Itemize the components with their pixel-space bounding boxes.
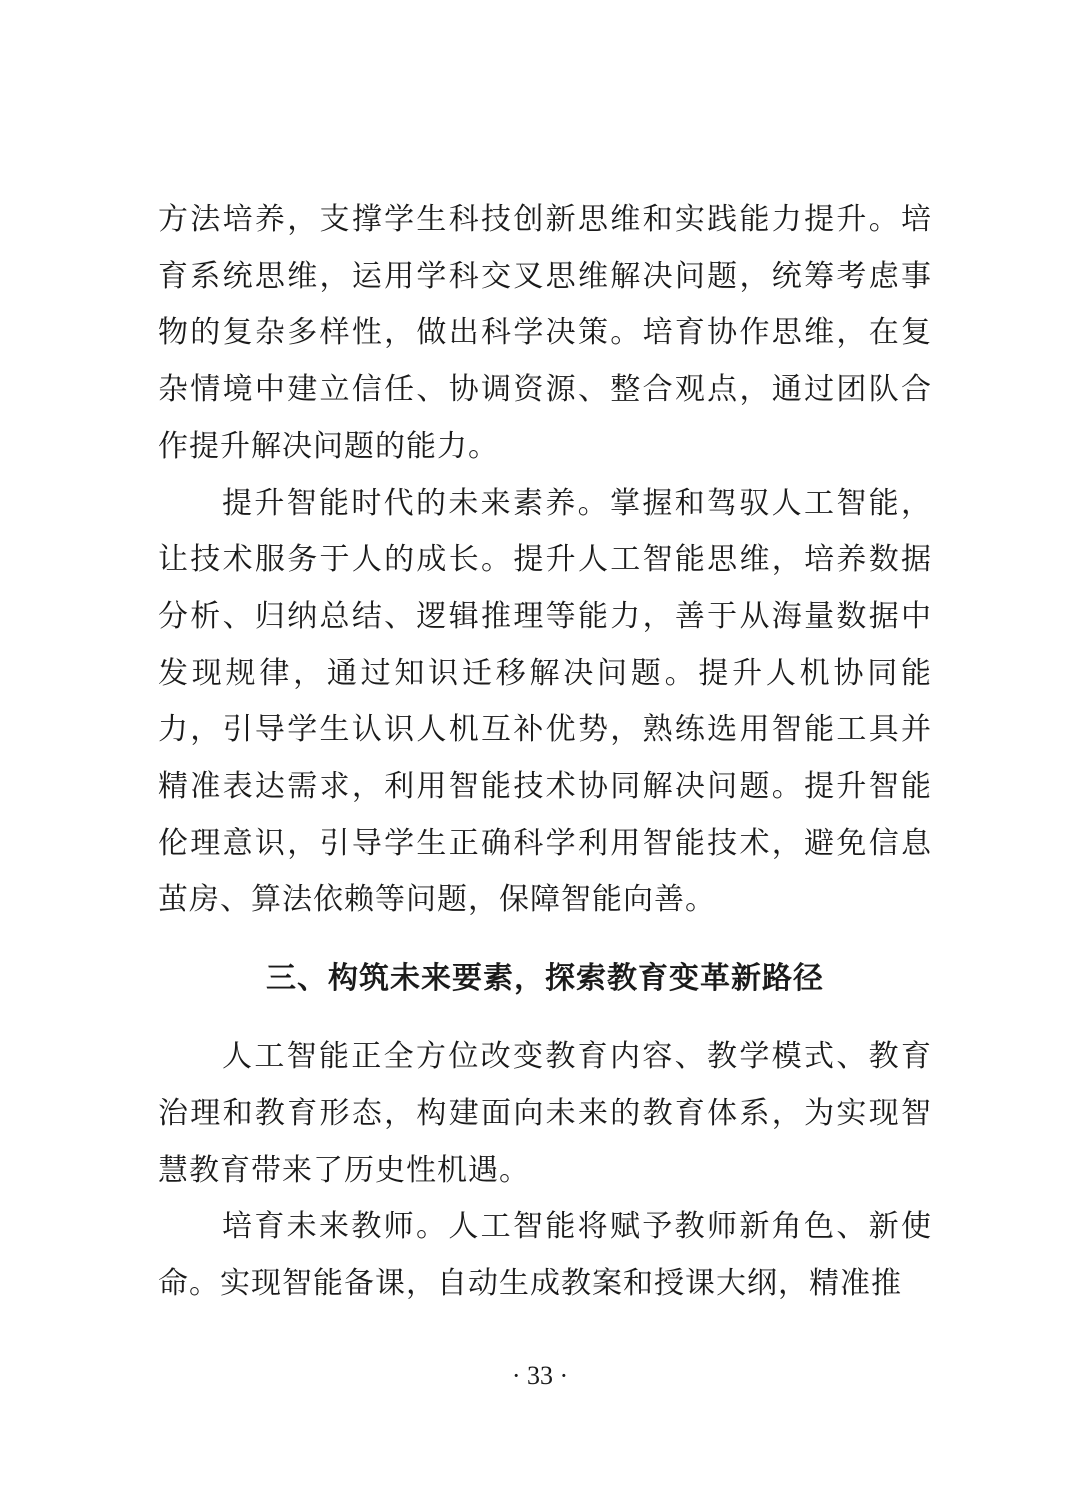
- paragraph-ai-transform: 人工智能正全方位改变教育内容、教学模式、教育治理和教育形态，构建面向未来的教育体系，为实现智慧教育带来了历史性机遇。: [158, 1039, 932, 1188]
- paragraph-continuation: 方法培养，支撑学生科技创新思维和实践能力提升。培育系统思维，运用学科交叉思维解决问题，统筹考虑事物的复杂多样性，做出科学决策。培育协作思维，在复杂情境中建立信任、协调资源、整合观点，通过团队合作提升解决问题的能力。: [158, 202, 932, 464]
- paragraph-future-literacy: 提升智能时代的未来素养。掌握和驾驭人工智能，让技术服务于人的成长。提升人工智能思维，培养数据分析、归纳总结、逻辑推理等能力，善于从海量数据中发现规律，通过知识迁移解决问题。提升人机协同能力，引导学生认识人机互补优势，熟练选用智能工具并精准表达需求，利用智能技术协同解决问题。提升智能伦理意识，引导学生正确科学利用智能技术，避免信息茧房、算法依赖等问题，保障智能向善。: [158, 485, 932, 918]
- paragraph-future-teachers: 培育未来教师。人工智能将赋予教师新角色、新使命。实现智能备课，自动生成教案和授课大纲，精准推: [158, 1209, 932, 1301]
- page-body: [158, 192, 932, 1313]
- section-heading: 三、构筑未来要素，探索教育变革新路径: [266, 961, 824, 997]
- page-number: · 33 ·: [511, 1361, 569, 1390]
